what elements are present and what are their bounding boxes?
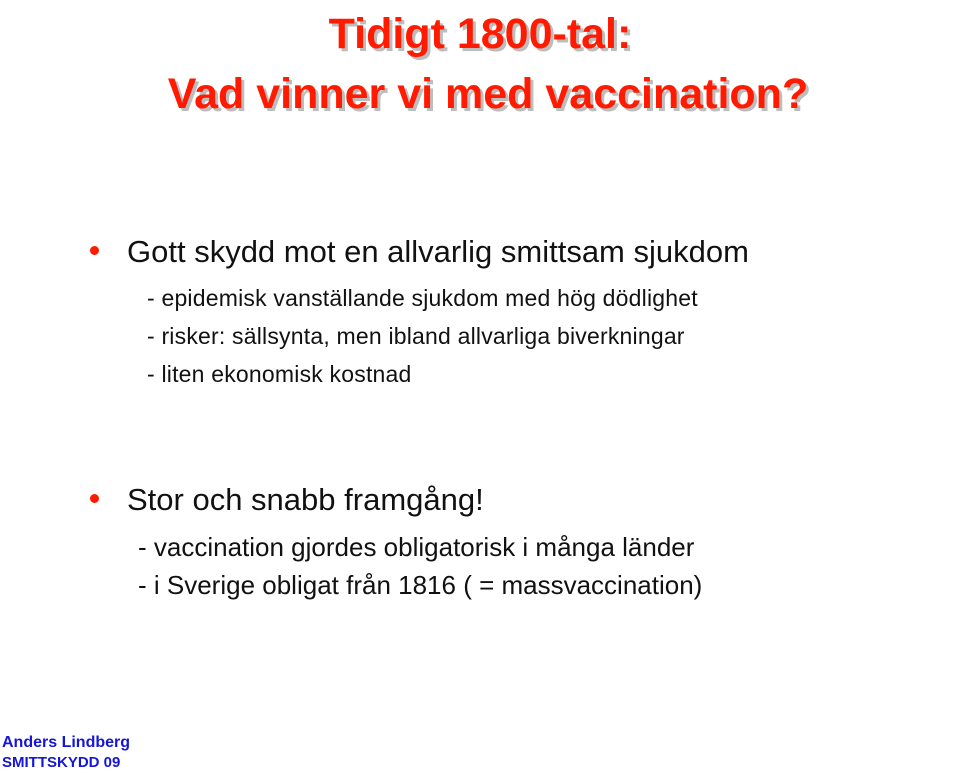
bullet-dot-icon [90,494,99,503]
bullet-1-point-1: - epidemisk vanställande sjukdom med hög dödlighet [147,285,698,311]
bullet-heading-1 [127,234,749,270]
title-line-2: Vad vinner vi med vaccination? [167,70,809,118]
footer-course: SMITTSKYDD 09 [2,754,121,771]
footer-author: Anders Lindberg [2,734,131,751]
bullet-heading-2 [127,482,484,518]
bullet-dot-icon [90,246,99,255]
bullet-2-point-2: - i Sverige obligat från 1816 ( = massvaccination) [138,570,703,600]
bullet-2-point-1: - vaccination gjordes obligatorisk i många länder [138,532,695,562]
title-line-1: Tidigt 1800-tal: [328,10,632,58]
bullet-1-point-3: - liten ekonomisk kostnad [147,361,412,387]
bullet-heading-1-text: Gott skydd mot en allvarlig smittsam sjukdom [127,234,749,269]
bullet-1-point-2: - risker: sällsynta, men ibland allvarliga biverkningar [147,323,685,349]
bullet-heading-2-text: Stor och snabb framgång! [127,482,484,517]
slide-title [0,4,960,124]
